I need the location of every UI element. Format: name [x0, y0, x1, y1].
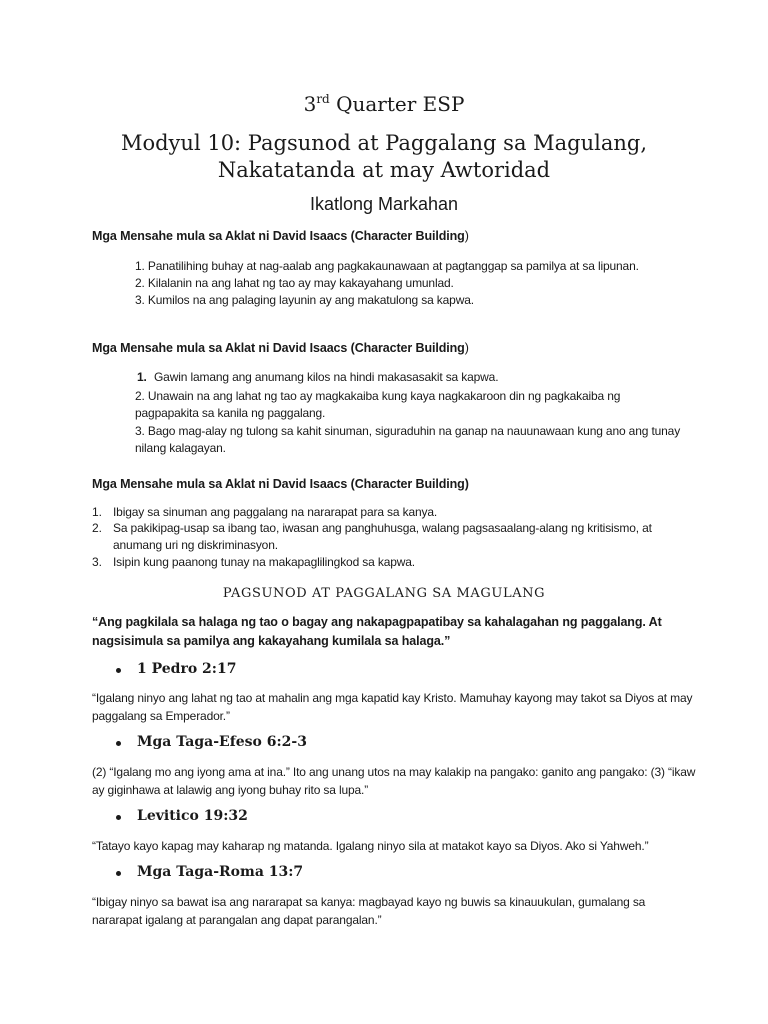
module-title-line-1: Modyul 10: Pagsunod at Paggalang sa Magulang,	[120, 131, 648, 155]
intro-quote-line-1: “Ang pagkilala sa halaga ng tao o bagay ang nakapagpapatibay sa kahalagahan ng paggalang. At	[92, 615, 662, 629]
bullet-icon	[116, 815, 121, 820]
section-heading	[92, 341, 469, 355]
verse-text: “Igalang ninyo ang lahat ng tao at mahalin ang mga kapatid kay Kristo. Mamuhay kayong may takot sa Diyos at may	[92, 691, 693, 705]
list-number: 1.	[92, 505, 103, 519]
quarter-title	[0, 92, 768, 116]
list-item: 3. Bago mag-alay ng tulong sa kahit sinuman, siguraduhin na ganap na nauunawaan kung ano ang tunay	[135, 424, 681, 438]
list-item: 1. Panatilihing buhay at nag-aalab ang pagkakaunawaan at pagtanggap sa pamilya at sa lipunan.	[135, 259, 639, 273]
verse-text: nararapat igalang at parangalan ang dapat parangalan.”	[92, 913, 382, 927]
list-item: 2. Kilalanin na ang lahat ng tao ay may kakayahang umunlad.	[135, 276, 454, 290]
quarter-superscript: rd	[316, 92, 330, 106]
list-item-continued: nilang kalagayan.	[135, 441, 226, 455]
bullet-icon	[116, 668, 121, 673]
section-heading-text: Mga Mensahe mula sa Aklat ni David Isaacs (Character Building	[92, 229, 465, 243]
bullet-icon	[116, 741, 121, 746]
verse-text: “Ibigay ninyo sa bawat isa ang nararapat sa kanya: magbayad kayo ng buwis sa kinauukulan, gumalang sa	[92, 895, 646, 909]
bullet-icon	[116, 871, 121, 876]
section-heading-tail: )	[464, 341, 469, 355]
module-title-line-2: Nakatatanda at may Awtoridad	[217, 158, 551, 182]
list-item: 2. Unawain na ang lahat ng tao ay magkakaiba kung kaya nagkakaroon din ng pagkakaiba ng	[135, 389, 621, 403]
section-heading	[92, 229, 469, 243]
section-title: PAGSUNOD AT PAGGALANG SA MAGULANG	[222, 586, 546, 601]
verse-reference: Mga Taga-Efeso 6:2-3	[137, 734, 307, 750]
verse-text: paggalang sa Emperador.”	[92, 709, 230, 723]
verse-text: (2) “Igalang mo ang iyong ama at ina.” Ito ang unang utos na may kalakip na pangako: ganito ang pangako: (3) “ikaw	[92, 765, 696, 779]
list-item: Gawin lamang ang anumang kilos na hindi makasasakit sa kapwa.	[154, 370, 499, 384]
list-number: 3.	[92, 555, 103, 569]
intro-quote-line-2: nagsisimula sa pamilya ang kakayahang kumilala sa halaga.”	[92, 634, 451, 648]
list-number: 1.	[137, 370, 147, 384]
quarter-number: 3	[303, 92, 317, 116]
verse-reference: Mga Taga-Roma 13:7	[137, 864, 304, 880]
list-item: Isipin kung paanong tunay na makapaglilingkod sa kapwa.	[113, 555, 415, 569]
list-item: Sa pakikipag-usap sa ibang tao, iwasan ang panghuhusga, walang pagsasaalang-alang ng kritisismo, at	[113, 521, 652, 535]
verse-text: “Tatayo kayo kapag may kaharap ng matanda. Igalang ninyo sila at matakot kayo sa Diyos. Ako si Yahweh.”	[92, 839, 649, 853]
list-item: 3. Kumilos na ang palaging layunin ay ang makatulong sa kapwa.	[135, 293, 474, 307]
list-item: Ibigay sa sinuman ang paggalang na nararapat para sa kanya.	[113, 505, 438, 519]
list-item-continued: anumang uri ng diskriminasyon.	[113, 538, 278, 552]
section-heading-tail: )	[464, 229, 469, 243]
page-subtitle: Ikatlong Markahan	[309, 194, 459, 214]
list-number: 2.	[92, 521, 103, 535]
verse-reference: 1 Pedro 2:17	[137, 661, 237, 677]
list-item-continued: pagpapakita sa kanila ng paggalang.	[135, 406, 326, 420]
section-heading-text: Mga Mensahe mula sa Aklat ni David Isaacs (Character Building	[92, 341, 465, 355]
verse-reference: Levitico 19:32	[137, 808, 248, 824]
verse-text: ay giginhawa at lalawig ang iyong buhay rito sa lupa.”	[92, 783, 369, 797]
quarter-title-text: Quarter ESP	[329, 92, 465, 116]
section-heading: Mga Mensahe mula sa Aklat ni David Isaacs (Character Building)	[92, 477, 469, 491]
